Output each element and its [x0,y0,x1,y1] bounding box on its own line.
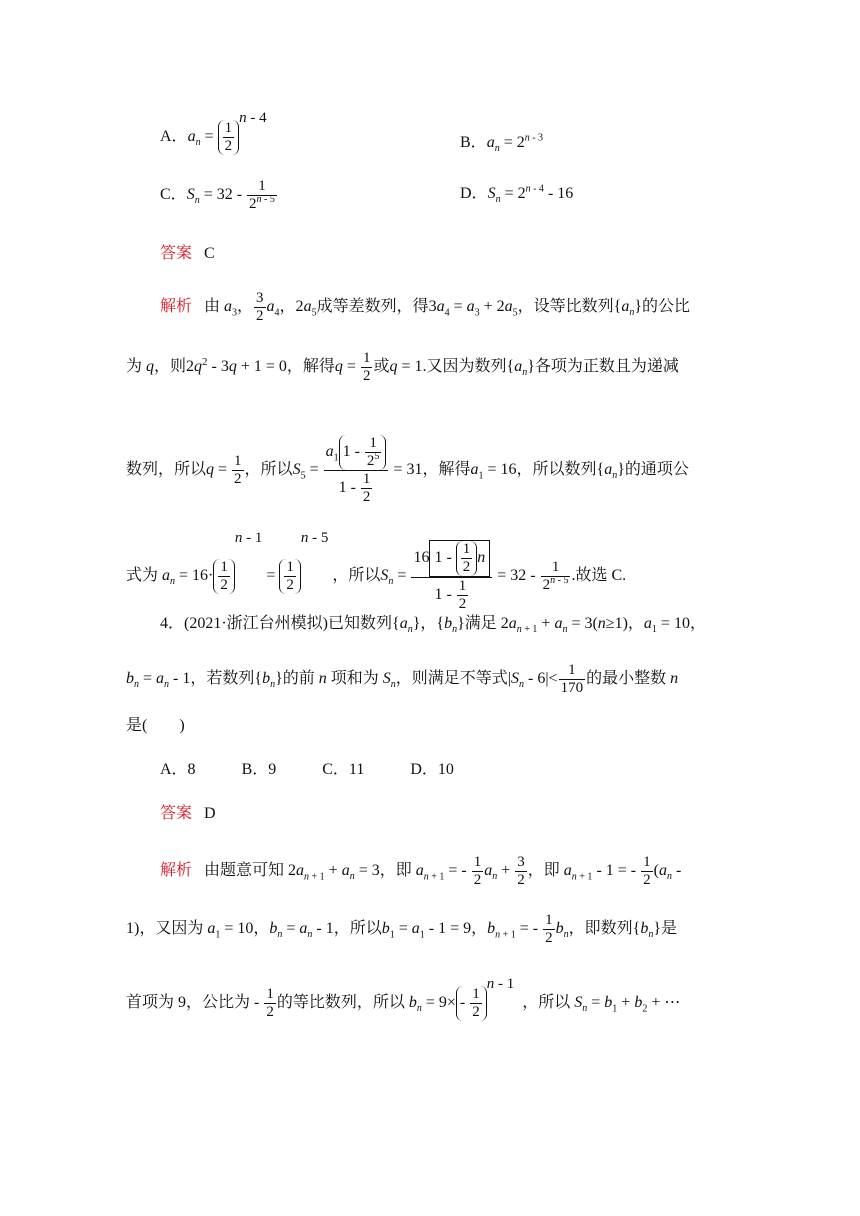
option-d-letter: D． [460,185,488,202]
text: ，所以 [244,461,293,479]
fraction: $\frac{1}{2^{n - 5}}$ [249,178,275,212]
analysis-label: 解析 [160,862,193,880]
answer-value: C [204,245,215,262]
text: ，则 [154,358,187,376]
q3-analysis-line1: 解析 由 $a_3$， $\frac{3}{2}$ $a_4$，$2a_5$成等差数列，得$3a_4 = a_3 + 2a_5$，设等比数列$\{a_n\}$的公比 [160,290,691,324]
option-c-letter: C． [160,186,187,204]
text: 首项为 9，公比为 [126,994,251,1012]
answer-label: 答案 [160,805,193,822]
q4-stem-line2: $b_n = a_n - 1$，若数列$\{b_n\}$的前 n 项和为 $S_n$，则满足不等式$|S_n - 6|<$ $\frac{1}{170}$ 的最小整数 n [126,662,679,696]
analysis-label: 解析 [160,298,193,316]
option-b-letter: B． [460,134,487,151]
option-b: B．$a_n = 2^{n - 3}$ [460,132,544,155]
text: 的通项公 [624,461,689,479]
q4-analysis-line2: 1)，又因为 $a_1 = 10$，$b_n = a_n - 1$，所以$b_1 = a_1 - 1 = 9$，$b_{n + 1}$ = - $\frac{1}{2}$ $b_n$，即数列$\{b_n\}$是 [126,912,678,946]
text: 的公比 [642,298,691,316]
text: 1)，又因为 [126,920,204,938]
text: ，即数列 [568,920,633,938]
q4-analysis-line1: 解析 由题意可知 $2a_{n + 1} + a_n = 3$，即 $a_{n + 1}$ = - $\frac{1}{2}$ $a_n$ + $\frac{3}{2}$ ，即 $a_{n + 1} - 1$ = - $\frac{1}{2}$ ($a_n$ - [160,854,682,888]
text: 为 [126,358,143,376]
text: ，设等比数列 [517,298,614,316]
text: 或 [373,358,390,376]
text: 式为 [126,567,159,585]
q3-analysis-line2: 为 q，则$2q^2 - 3q + 1 = 0$，解得q = $\frac{1}{2}$ 或q = 1.又因为数列$\{a_n\}$各项为正数且为递减 [126,350,679,384]
text: 数列，所以 [126,461,207,479]
q4-stem-line3 [126,716,185,736]
text: ，所以 [333,920,382,938]
text: 的最小整数 [586,670,667,688]
paren: $\frac{1}{2}$ [218,120,240,155]
text: 的等比数列，所以 [276,994,405,1012]
q3-answer [160,244,215,264]
text: ，若数列 [190,670,255,688]
text: 4．(2021·浙江台州模拟)已知数列 [160,615,392,632]
option-c: C．11 [322,761,365,778]
text: ，即 [379,862,412,880]
text: 的前 [282,670,315,688]
q4-options [160,760,454,780]
option-d: D．$S_n = 2^{n - 4} - 16$ [460,183,574,206]
option-a-letter: A． [160,128,188,146]
q3-analysis-line4: 式为 $a_n = 16\cdot$ $\frac{1}{2}$ n - 1 = $\frac{1}{2}$ n - 5 ，所以$S_n$ = 16 1 - $\frac{1}{2}$ n 1 - $\frac{1}{2}$ = 32 - $\frac{1}{2^{n - 5}}$ .故选 C. [126,530,627,612]
option-a: A．$a_n$ = $\frac{1}{2}$ n - 4 [160,110,267,154]
q4-analysis-line3: 首项为 9，公比为 - $\frac{1}{2}$ 的等比数列，所以 $b_n = 9\times-$ $\frac{1}{2}$ n - 1 ，所以 $S_n = b_1 + b_2$ + ⋯ [126,976,681,1020]
text: ，解得 [422,461,471,479]
text: ，所以 [522,994,571,1012]
text: ，解得 [286,358,335,376]
q4-stem-line1: 4．(2021·浙江台州模拟)已知数列$\{a_n\}$，$\{b_n\}$满足 $2a_{n + 1} + a_n = 3(n\ge 1)$，$a_1 = 10$， [160,615,706,636]
text: 由 [204,298,221,316]
text: ，所以 [332,567,381,585]
text: .故选 C. [571,567,627,585]
option-c: C．$S_n = 32$ - $\frac{1}{2^{n - 5}}$ [160,178,275,212]
text: 各项为正数且为递减 [534,358,679,376]
option-d: D．10 [410,761,454,778]
text: 项和为 [330,670,379,688]
option-b: B．9 [241,761,277,778]
fraction: $a_11$ - $\frac{1}{2^5}$ 1 - $\frac{1}{2}$ [324,435,389,506]
text: ，则满足不等式 [395,670,508,688]
text: ， [627,615,644,632]
answer-label: 答案 [160,245,193,262]
text: 是 [661,920,678,938]
fraction: 16 1 - $\frac{1}{2}$ n 1 - $\frac{1}{2}$ [411,540,492,613]
text: ，即 [527,862,560,880]
text: 是( ) [126,717,185,734]
text: 由题意可知 [204,862,285,880]
q4-answer [160,804,216,824]
option-a: A．8 [160,761,196,778]
text: .又因为数列 [422,358,507,376]
text: 满足 [464,615,497,632]
q3-analysis-line3: 数列，所以q = $\frac{1}{2}$ ，所以$S_5$ = $a_11$ - $\frac{1}{2^5}$ 1 - $\frac{1}{2}$ = 31，解得$a_1 = 16$，所以数列$\{a_n\}$的通项公 [126,435,689,505]
text: ，所以数列 [516,461,597,479]
answer-value: D [204,805,216,822]
text: 成等差数列，得 [316,298,429,316]
